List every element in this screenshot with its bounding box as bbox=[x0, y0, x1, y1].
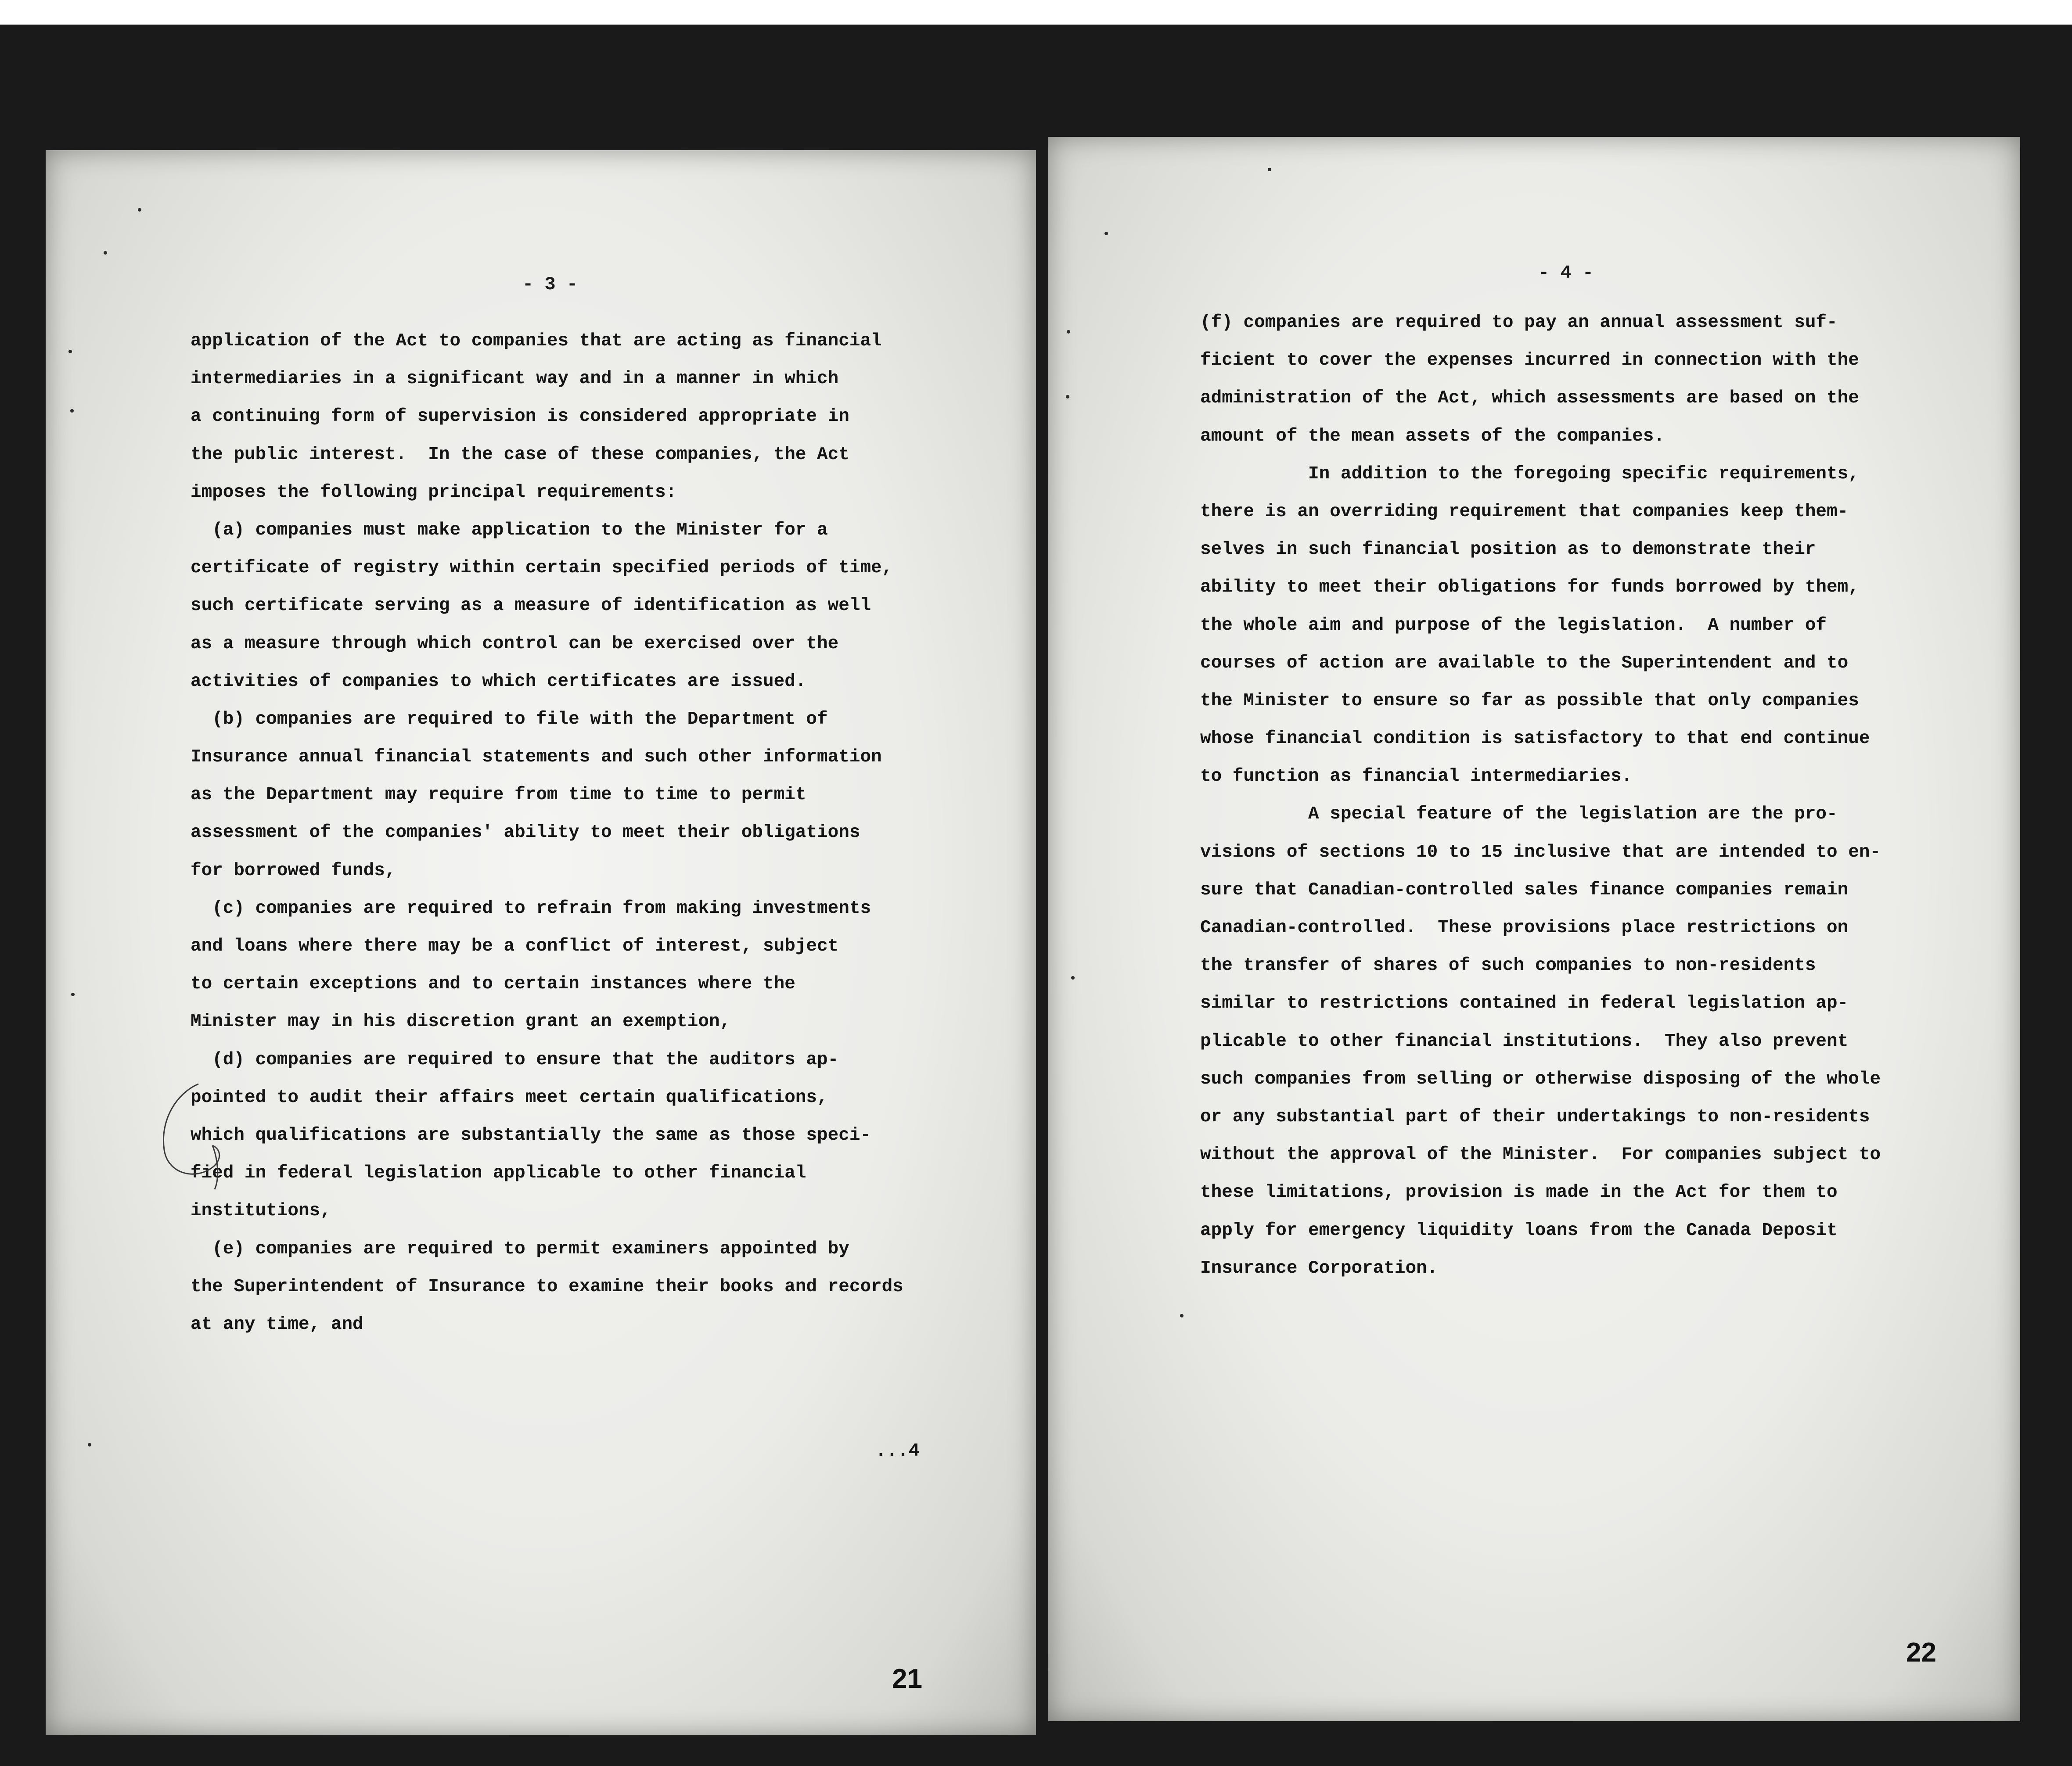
text-line: Insurance annual financial statements and such other information bbox=[191, 747, 882, 768]
speck bbox=[71, 993, 75, 996]
text-line: activities of companies to which certificates are issued. bbox=[191, 671, 806, 692]
text-line: fied in federal legislation applicable to other financial bbox=[191, 1163, 806, 1184]
text-line: intermediaries in a significant way and in a manner in which bbox=[191, 369, 839, 389]
text-line: Canadian-controlled. These provisions place restrictions on bbox=[1200, 918, 1849, 938]
text-line: (e) companies are required to permit examiners appointed by bbox=[191, 1238, 849, 1259]
text-line: courses of action are available to the Superintendent and to bbox=[1200, 653, 1849, 673]
speck bbox=[70, 409, 74, 413]
text-line: as a measure through which control can be exercised over the bbox=[191, 633, 839, 654]
text-line: to certain exceptions and to certain instances where the bbox=[191, 974, 795, 994]
text-line: selves in such financial position as to demonstrate their bbox=[1200, 539, 1816, 560]
text-line: similar to restrictions contained in federal legislation ap- bbox=[1200, 993, 1849, 1014]
text-line: plicable to other financial institutions. They also prevent bbox=[1200, 1031, 1849, 1052]
speck bbox=[1268, 168, 1271, 171]
text-line: and loans where there may be a conflict of interest, subject bbox=[191, 936, 839, 956]
body-text bbox=[1200, 304, 1881, 1287]
text-line: (f) companies are required to pay an annual assessment suf- bbox=[1200, 312, 1838, 333]
text-line: whose financial condition is satisfactory to that end continue bbox=[1200, 729, 1870, 749]
text-line: which qualifications are substantially the same as those speci- bbox=[191, 1125, 871, 1145]
text-line: to function as financial intermediaries. bbox=[1200, 766, 1633, 787]
text-line: for borrowed funds, bbox=[191, 860, 396, 881]
text-line: such certificate serving as a measure of identification as well bbox=[191, 596, 871, 616]
folio-number: 21 bbox=[892, 1664, 922, 1694]
right-page bbox=[1048, 137, 2020, 1721]
speck bbox=[1066, 395, 1069, 398]
text-line: the public interest. In the case of these companies, the Act bbox=[191, 444, 849, 465]
text-line: sure that Canadian-controlled sales finance companies remain bbox=[1200, 879, 1849, 900]
speck bbox=[68, 350, 72, 353]
text-line: the whole aim and purpose of the legislation. A number of bbox=[1200, 615, 1827, 635]
text-line: the transfer of shares of such companies to non-residents bbox=[1200, 955, 1816, 976]
body-text bbox=[191, 322, 903, 1343]
text-line: application of the Act to companies that are acting as financial bbox=[191, 331, 882, 351]
text-line: (b) companies are required to file with the Department of bbox=[191, 709, 828, 729]
speck bbox=[1071, 976, 1075, 980]
text-line: administration of the Act, which assessments are based on the bbox=[1200, 388, 1859, 409]
text-line: certificate of registry within certain specified periods of time, bbox=[191, 558, 893, 578]
text-line: such companies from selling or otherwise disposing of the whole bbox=[1200, 1069, 1881, 1089]
speck bbox=[1104, 232, 1108, 235]
text-line: (d) companies are required to ensure that the auditors ap- bbox=[191, 1049, 839, 1070]
text-line: without the approval of the Minister. For companies subject to bbox=[1200, 1145, 1881, 1165]
text-line: the Superintendent of Insurance to examine their books and records bbox=[191, 1276, 903, 1297]
text-line: a continuing form of supervision is considered appropriate in bbox=[191, 406, 849, 427]
text-line: (a) companies must make application to the Minister for a bbox=[191, 520, 828, 540]
text-line: In addition to the foregoing specific requirements, bbox=[1200, 463, 1859, 484]
folio-number: 22 bbox=[1906, 1637, 1936, 1668]
text-line: pointed to audit their affairs meet certain qualifications, bbox=[191, 1087, 828, 1108]
speck bbox=[1180, 1314, 1183, 1317]
text-line: these limitations, provision is made in the Act for them to bbox=[1200, 1182, 1838, 1203]
text-line: the Minister to ensure so far as possible that only companies bbox=[1200, 690, 1859, 711]
continuation-marker: ...4 bbox=[875, 1440, 920, 1461]
text-line: apply for emergency liquidity loans from the Canada Deposit bbox=[1200, 1220, 1838, 1241]
text-line: visions of sections 10 to 15 inclusive that are intended to en- bbox=[1200, 842, 1881, 862]
text-line: ability to meet their obligations for funds borrowed by them, bbox=[1200, 577, 1859, 598]
text-line: at any time, and bbox=[191, 1314, 363, 1335]
handwritten-mark bbox=[147, 1080, 234, 1194]
text-line: ficient to cover the expenses incurred in connection with the bbox=[1200, 350, 1859, 371]
text-line: Insurance Corporation. bbox=[1200, 1258, 1438, 1278]
text-line: Minister may in his discretion grant an exemption, bbox=[191, 1012, 731, 1032]
text-line: there is an overriding requirement that companies keep them- bbox=[1200, 501, 1849, 522]
film-edge bbox=[0, 0, 2072, 25]
text-line: amount of the mean assets of the companies. bbox=[1200, 426, 1665, 446]
text-line: as the Department may require from time to time to permit bbox=[191, 785, 806, 805]
speck bbox=[104, 251, 107, 255]
speck bbox=[1067, 330, 1070, 334]
page-header: - 3 - bbox=[522, 274, 578, 295]
text-line: imposes the following principal requirements: bbox=[191, 482, 677, 503]
left-page bbox=[46, 150, 1036, 1735]
page-header: - 4 - bbox=[1538, 262, 1594, 284]
text-line: or any substantial part of their undertakings to non-residents bbox=[1200, 1106, 1870, 1127]
text-line: (c) companies are required to refrain from making investments bbox=[191, 898, 871, 919]
text-line: A special feature of the legislation are the pro- bbox=[1200, 804, 1838, 825]
text-line: institutions, bbox=[191, 1201, 331, 1221]
speck bbox=[88, 1443, 91, 1447]
speck bbox=[138, 208, 141, 212]
text-line: assessment of the companies' ability to meet their obligations bbox=[191, 822, 860, 843]
